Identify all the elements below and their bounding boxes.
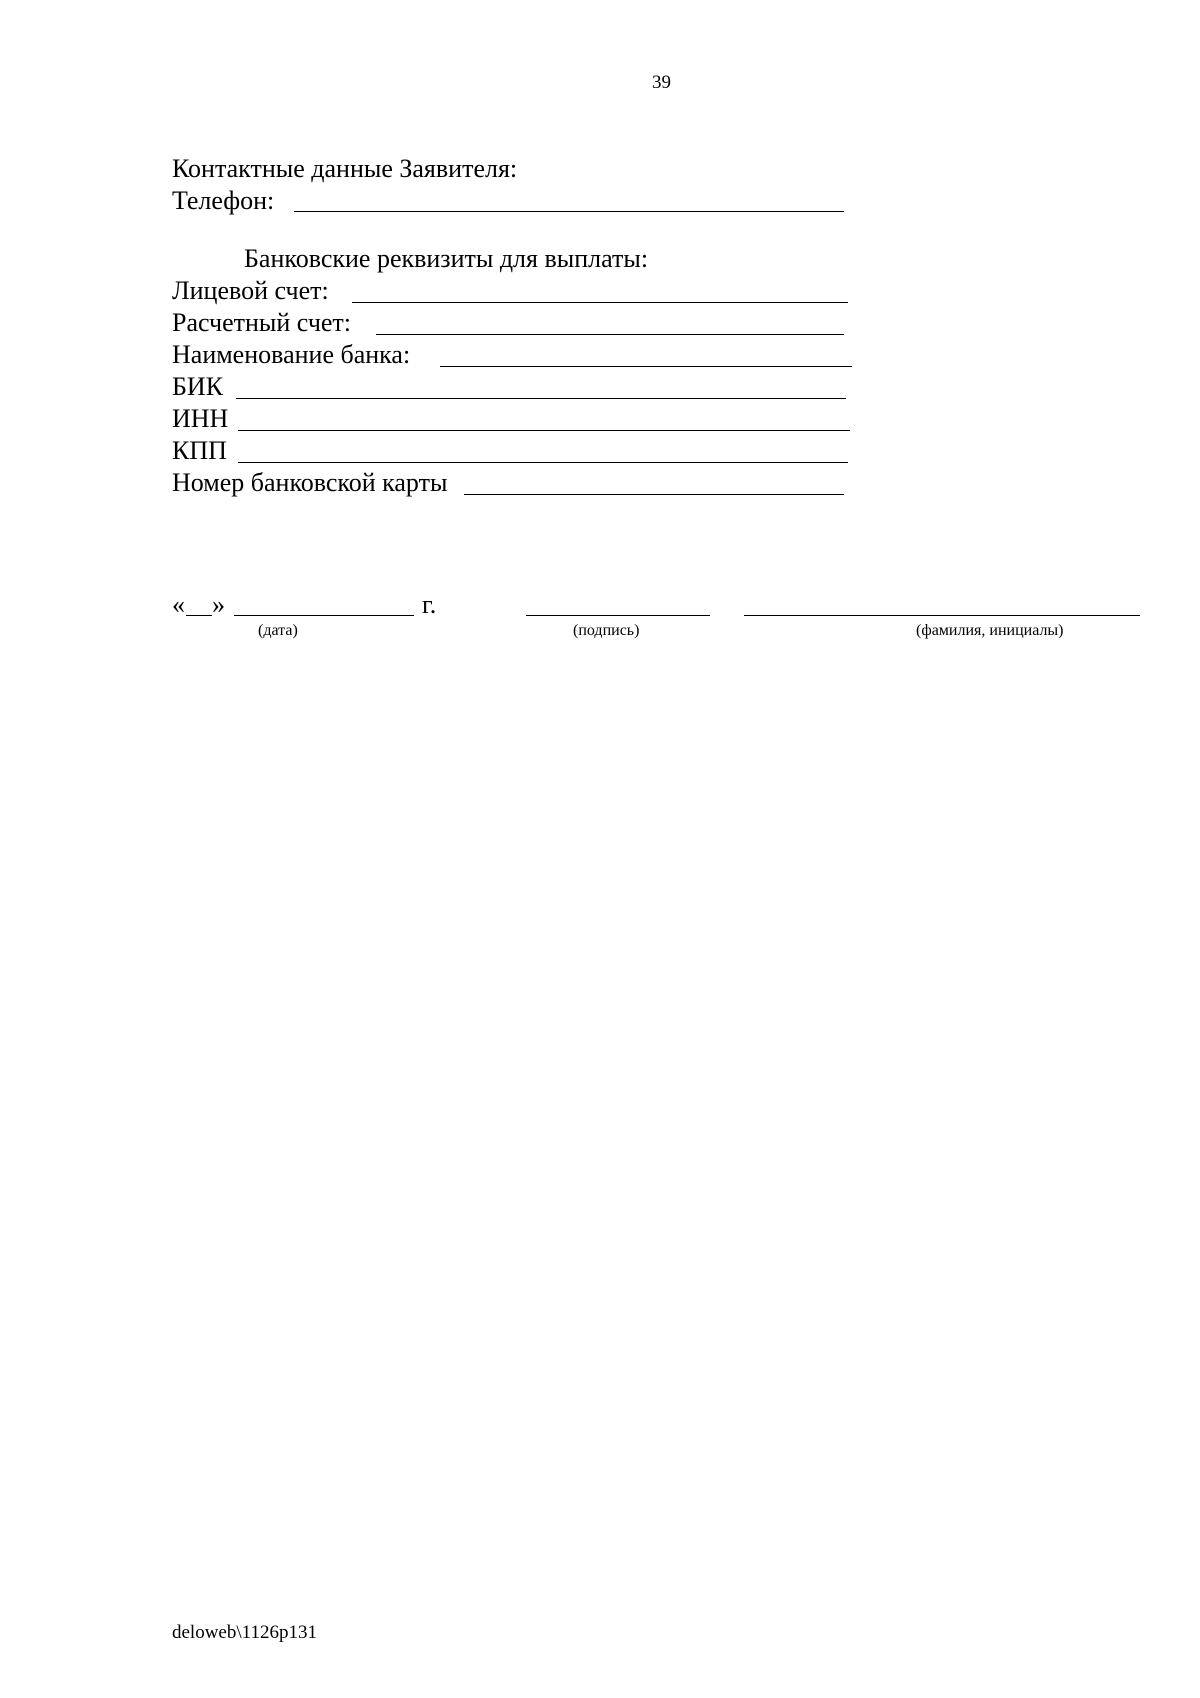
- card-number-label: Номер банковской карты: [172, 468, 448, 497]
- bik-label: БИК: [172, 372, 224, 401]
- personal-account-label: Лицевой счет:: [172, 276, 329, 305]
- phone-label: Телефон:: [172, 186, 275, 215]
- bank-name-label: Наименование банка:: [172, 340, 411, 369]
- quote-close: »: [212, 590, 225, 619]
- bank-name-field[interactable]: [440, 366, 852, 367]
- document-code: deloweb\1126p131: [172, 1622, 317, 1643]
- quote-open: «: [172, 590, 185, 619]
- contacts-heading: Контактные данные Заявителя:: [172, 154, 518, 183]
- name-caption: (фамилия, инициалы): [916, 622, 1064, 639]
- bank-heading: Банковские реквизиты для выплаты:: [244, 244, 649, 273]
- kpp-field[interactable]: [238, 462, 848, 463]
- inn-field[interactable]: [238, 430, 850, 431]
- phone-field[interactable]: [294, 211, 844, 212]
- kpp-label: КПП: [172, 436, 227, 465]
- signature-caption: (подпись): [573, 622, 640, 639]
- signature-field[interactable]: [526, 615, 710, 616]
- inn-label: ИНН: [172, 404, 229, 433]
- page-number: 39: [652, 72, 671, 93]
- personal-account-field[interactable]: [352, 302, 848, 303]
- settlement-account-field[interactable]: [376, 334, 844, 335]
- day-field[interactable]: [186, 615, 212, 616]
- bik-field[interactable]: [236, 398, 846, 399]
- year-suffix: г.: [422, 590, 437, 619]
- settlement-account-label: Расчетный счет:: [172, 308, 352, 337]
- name-field[interactable]: [744, 615, 1140, 616]
- month-field[interactable]: [234, 615, 414, 616]
- date-caption: (дата): [258, 622, 298, 639]
- card-number-field[interactable]: [464, 494, 844, 495]
